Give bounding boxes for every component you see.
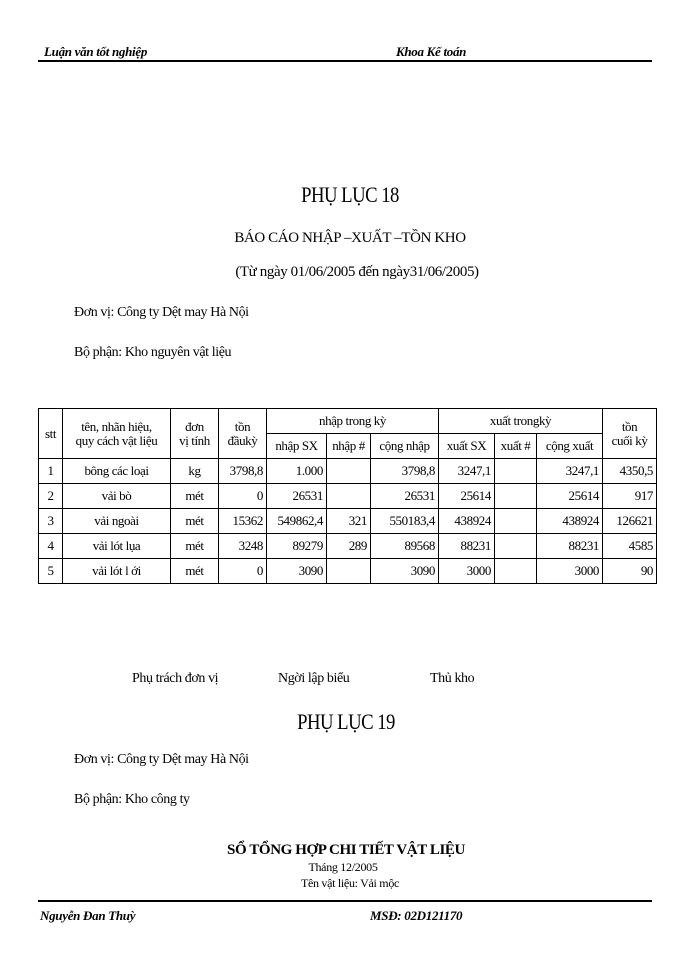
row-in-sx: 549862,4	[267, 509, 327, 534]
row-out-other	[495, 534, 537, 559]
table-row	[39, 534, 657, 559]
row-stt: 5	[39, 559, 63, 584]
row-out-total: 3247,1	[537, 459, 603, 484]
row-in-total: 26531	[371, 484, 439, 509]
row-in-other	[327, 484, 371, 509]
row-stt: 4	[39, 534, 63, 559]
col-group-out: xuất trongkỳ	[439, 409, 603, 434]
header-right: Khoa Kế toán	[396, 44, 467, 59]
row-out-other	[495, 509, 537, 534]
row-in-total: 550183,4	[371, 509, 439, 534]
row-opening: 3798,8	[219, 459, 267, 484]
table-row	[39, 459, 657, 484]
row-out-other	[495, 459, 537, 484]
row-unit: kg	[171, 459, 219, 484]
row-stt: 1	[39, 459, 63, 484]
appendix18-subtitle: BÁO CÁO NHẬP –XUẤT –TỒN KHO	[234, 230, 466, 246]
row-in-other	[327, 459, 371, 484]
row-closing: 917	[603, 484, 657, 509]
col-header-stt: stt	[39, 409, 63, 459]
row-in-other: 321	[327, 509, 371, 534]
col-header-out-sx: xuất SX	[439, 434, 495, 459]
row-opening: 0	[219, 559, 267, 584]
row-out-other	[495, 559, 537, 584]
row-stt: 3	[39, 509, 63, 534]
table-row	[39, 509, 657, 534]
row-in-sx: 1.000	[267, 459, 327, 484]
row-out-sx: 88231	[439, 534, 495, 559]
row-in-total: 3798,8	[371, 459, 439, 484]
footer-rule	[38, 900, 652, 902]
row-in-total: 89568	[371, 534, 439, 559]
signature-manager: Phụ trách đơn vị	[132, 671, 219, 686]
col-header-closing: tồn cuối kỳ	[603, 409, 657, 459]
row-material-name: bông các loại	[63, 459, 171, 484]
row-closing: 90	[603, 559, 657, 584]
col-header-out-total: cộng xuất	[537, 434, 603, 459]
row-opening: 15362	[219, 509, 267, 534]
row-in-other: 289	[327, 534, 371, 559]
row-material-name: vải ngoài	[63, 509, 171, 534]
col-header-in-other: nhập #	[327, 434, 371, 459]
signature-preparer: Ngời lập biểu	[278, 671, 350, 686]
row-closing: 126621	[603, 509, 657, 534]
row-unit: mét	[171, 534, 219, 559]
col-header-name: tên, nhãn hiệu, quy cách vật liệu	[63, 409, 171, 459]
row-out-sx: 438924	[439, 509, 495, 534]
table-row	[39, 484, 657, 509]
appendix19-unit: Đơn vị: Công ty Dệt may Hà Nội	[74, 752, 249, 767]
row-unit: mét	[171, 559, 219, 584]
col-header-in-total: cộng nhập	[371, 434, 439, 459]
row-in-sx: 26531	[267, 484, 327, 509]
appendix19-title: PHỤ LỤC 19	[297, 709, 395, 734]
col-header-unit: đơn vị tính	[171, 409, 219, 459]
table-row	[39, 559, 657, 584]
col-group-in: nhập trong kỳ	[267, 409, 439, 434]
col-header-in-sx: nhập SX	[267, 434, 327, 459]
ledger-month: Tháng 12/2005	[308, 860, 378, 874]
row-opening: 0	[219, 484, 267, 509]
row-out-other	[495, 484, 537, 509]
appendix19-department: Bộ phận: Kho công ty	[74, 792, 190, 807]
row-closing: 4585	[603, 534, 657, 559]
inventory-report-table	[38, 408, 657, 584]
signature-keeper: Thủ kho	[430, 671, 475, 686]
ledger-title: SỔ TỔNG HỢP CHI TIẾT VẬT LIỆU	[227, 842, 465, 858]
row-in-total: 3090	[371, 559, 439, 584]
col-header-opening: tồn đầukỳ	[219, 409, 267, 459]
row-unit: mét	[171, 484, 219, 509]
row-out-total: 25614	[537, 484, 603, 509]
row-in-other	[327, 559, 371, 584]
col-header-out-other: xuất #	[495, 434, 537, 459]
row-opening: 3248	[219, 534, 267, 559]
row-out-sx: 3247,1	[439, 459, 495, 484]
row-out-sx: 25614	[439, 484, 495, 509]
row-unit: mét	[171, 509, 219, 534]
row-material-name: vải bò	[63, 484, 171, 509]
header-rule	[38, 60, 652, 62]
appendix18-department: Bộ phận: Kho nguyên vật liệu	[74, 345, 232, 360]
row-out-total: 88231	[537, 534, 603, 559]
footer-author: Nguyễn Đan Thuỳ	[40, 908, 136, 923]
row-closing: 4350,5	[603, 459, 657, 484]
appendix18-title: PHỤ LỤC 18	[301, 182, 399, 207]
row-in-sx: 3090	[267, 559, 327, 584]
row-out-total: 438924	[537, 509, 603, 534]
header-left: Luận văn tốt nghiệp	[44, 44, 148, 59]
row-stt: 2	[39, 484, 63, 509]
row-material-name: vải lót l ới	[63, 559, 171, 584]
row-out-sx: 3000	[439, 559, 495, 584]
appendix18-period: (Từ ngày 01/06/2005 đến ngày31/06/2005)	[235, 264, 479, 280]
row-material-name: vải lót lụa	[63, 534, 171, 559]
appendix18-unit: Đơn vị: Công ty Dệt may Hà Nội	[74, 305, 249, 320]
row-in-sx: 89279	[267, 534, 327, 559]
row-out-total: 3000	[537, 559, 603, 584]
footer-student-id: MSĐ: 02D121170	[370, 908, 463, 923]
ledger-material: Tên vật liệu: Vải mộc	[300, 876, 400, 890]
